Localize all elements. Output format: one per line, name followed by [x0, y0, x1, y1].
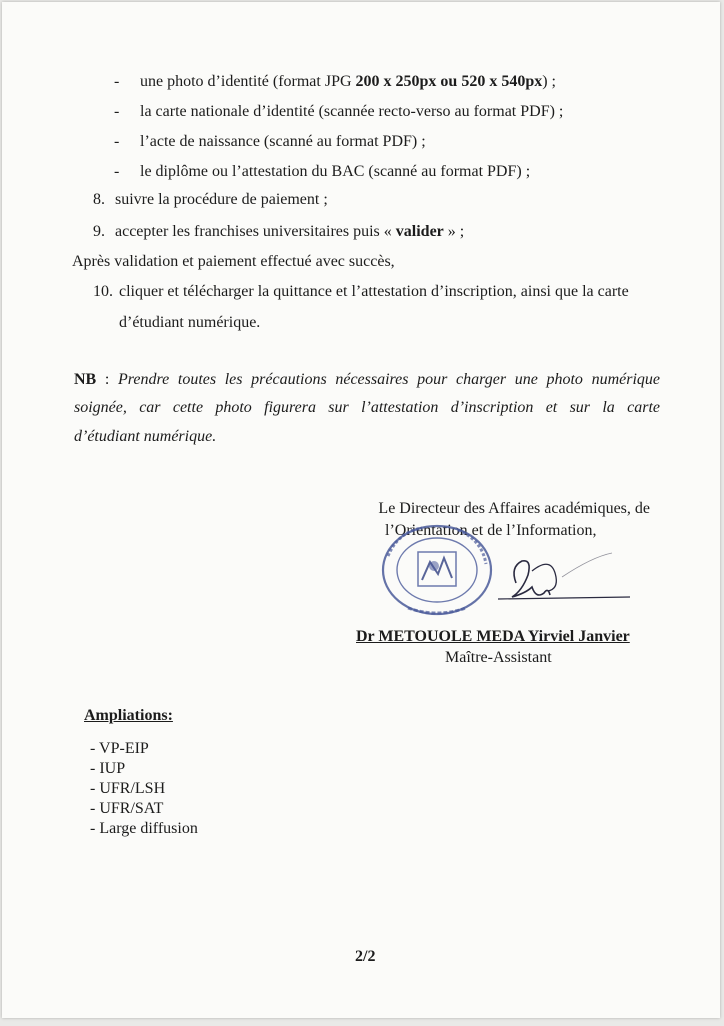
signatory-title-line2: l’Orientation et de l’Information,	[385, 522, 597, 539]
ampliation-item: - VP-EIP	[90, 740, 149, 757]
step-number: 10.	[93, 283, 113, 300]
list-dash: -	[114, 133, 120, 150]
step-download-line1: cliquer et télécharger la quittance et l’attestation d’inscription, ainsi que la carte	[119, 283, 629, 300]
list-dash: -	[114, 163, 120, 180]
list-dash: -	[114, 103, 120, 120]
ampliation-item: - UFR/SAT	[90, 800, 164, 817]
nb-line-1: NB : Prendre toutes les précautions nécessaires pour charger une photo numérique	[74, 371, 660, 388]
step-number: 9.	[93, 223, 105, 240]
step-number: 8.	[93, 191, 105, 208]
step-accept-franchises: accepter les franchises universitaires puis « valider » ;	[115, 223, 465, 240]
signer-rank: Maître-Assistant	[445, 649, 552, 666]
list-item-birth-cert: l’acte de naissance (scanné au format PDF) ;	[140, 133, 426, 150]
nb-line-3: d’étudiant numérique.	[74, 428, 217, 445]
ampliation-item: - UFR/LSH	[90, 780, 166, 797]
document-page	[2, 2, 720, 1018]
university-stamp-icon	[378, 522, 496, 618]
nb-line-2: soignée, car cette photo figurera sur l’attestation d’inscription et sur la carte	[74, 399, 660, 416]
ampliation-item: - IUP	[90, 760, 126, 777]
signer-name: Dr METOUOLE MEDA Yirviel Janvier	[356, 628, 630, 645]
after-validation-text: Après validation et paiement effectué avec succès,	[72, 253, 395, 270]
list-dash: -	[114, 73, 120, 90]
list-item-diploma: le diplôme ou l’attestation du BAC (scanné au format PDF) ;	[140, 163, 531, 180]
list-item-photo: une photo d’identité (format JPG 200 x 250px ou 520 x 540px) ;	[140, 73, 556, 90]
step-download-line2: d’étudiant numérique.	[119, 314, 261, 331]
ampliation-item: - Large diffusion	[90, 820, 198, 837]
ampliations-title: Ampliations:	[84, 707, 173, 724]
handwritten-signature-icon	[492, 547, 642, 617]
page-number: 2/2	[355, 948, 376, 965]
step-payment: suivre la procédure de paiement ;	[115, 191, 328, 208]
signatory-title-line1: Le Directeur des Affaires académiques, de	[378, 500, 650, 517]
list-item-id-card: la carte nationale d’identité (scannée recto-verso au format PDF) ;	[140, 103, 564, 120]
